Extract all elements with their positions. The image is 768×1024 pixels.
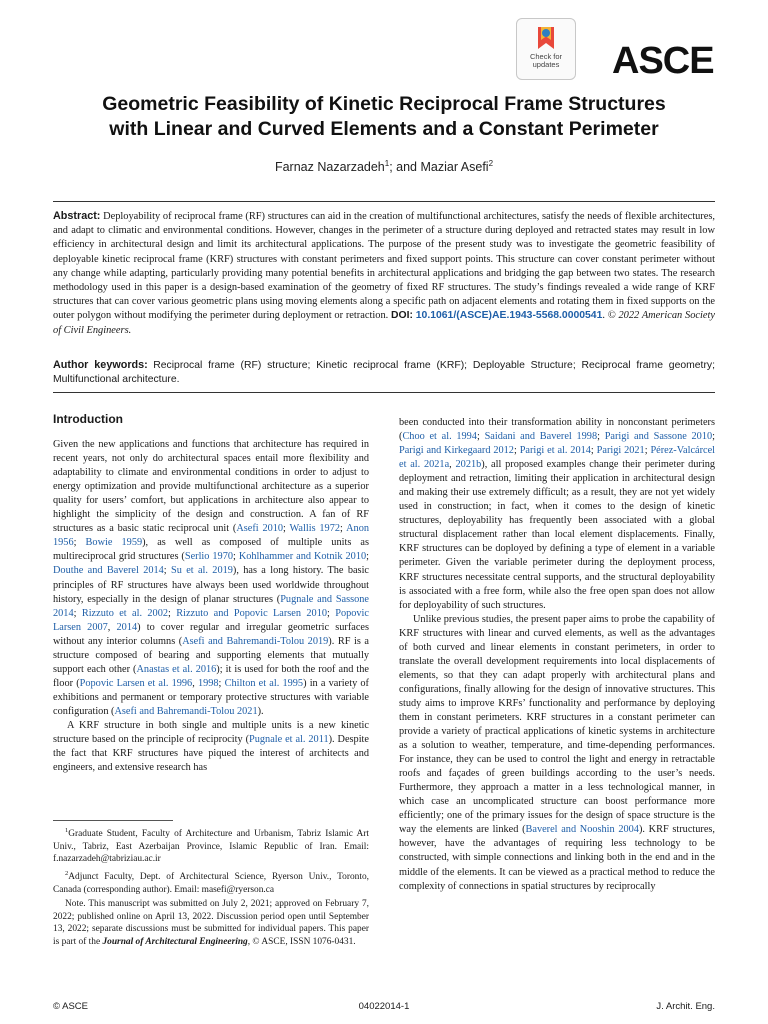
citation-link[interactable]: Chilton et al. 1995: [224, 677, 304, 689]
publisher-logo: [612, 40, 714, 83]
citation-link[interactable]: Pérez-Valcárcel et al. 2021a: [399, 445, 716, 471]
bookmark-ribbon-icon: [535, 25, 557, 51]
citation-link[interactable]: Popovic Larsen et al. 1996: [79, 677, 193, 689]
abstract: Abstract: Deployability of reciprocal frame (RF) structures can aid in the creation of multifunctional architectures, satisfy the needs of flexible architectures, and adapt to climatic and environmental conditions. However, changes in the perimeter of a structure during deployed and retracted states may result in low efficiency in architectural design and limit its architectural applications. The purpose of the present study was to investigate the geometric feasibility of deployable kinetic reciprocal frame (KRF) structures with constant perimeters and fixed support points. This structure can cover constant perimeter without any change while adapting, particularly providing many potential benefits in architectural applications and bridging the gap between two states. The research methodology used in this paper is a design-based examination of the geometry of fixed RF structures. The study’s findings revealed a wide range of KRF structures that can cover various geometric plans using moving elements along a specific path on adjacent elements and rotating them in fixed supports on the outer polygon without modifying the perimeter during deployment or retraction. DOI: 10.1061/(ASCE)AE.1943-5568.0000541. © 2022 American Society of Civil Engineers.: [53, 210, 715, 336]
footer-article-number: 04022014-1: [358, 1001, 410, 1012]
citation-link[interactable]: Rizzuto and Popovic Larsen 2010: [176, 607, 327, 619]
citation-link[interactable]: Parigi 2021: [596, 445, 645, 457]
section-heading-introduction: Introduction: [53, 412, 123, 426]
title-line-2: with Linear and Curved Elements and a Constant Perimeter: [109, 118, 659, 140]
citation-link[interactable]: Asefi 2010: [236, 523, 284, 535]
intro-paragraph-2: A KRF structure in both single and multiple units is a new kinetic structure based on the principle of reciprocity (Pugnale et al. 2011). Despite the fact that KRF structures have piqued the interest of architects and engineers, and extensive research has: [53, 719, 369, 774]
abstract-bottom-rule: [53, 392, 715, 393]
right-paragraph-1: been conducted into their transformation ability in nonconstant perimeters (Choo et al. 1994; Saidani and Baverel 1998; Parigi and Sassone 2010; Parigi and Kirkegaard 2012; Parigi et al. 2014; Parigi 2021; Pérez-Valcárcel et al. 2021a, 2021b), all proposed examples change their perimeter during deployment and retraction, limiting their application in architectural design and making their use extremely difficult; as a result, they are not yet widely used in construction; in fact, when it comes to the design of kinetic structures, deployability has frequently been associated with a global structural displacement rather than local element displacements. Finally, KRF structures can be doployed by defining a type of element in a variable perimeter. Given the variable perimeter during the deployment process, KRF structures necessitate central supports, and the structural deployability is associated with a free form, while also the free open span does not allow for deployability of such structures.: [399, 417, 716, 611]
citation-link[interactable]: 1998: [197, 677, 219, 689]
footnote-1: $^1$Graduate Student, Faculty of Architecture and Urbanism, Tabriz Islamic Art Univ., Tabriz, East Azerbaijan Province, Islamic Republic of Iran. Email: f.nazarzadeh@tabriziau.ac.ir: [53, 827, 369, 865]
citation-link[interactable]: Popovic Larsen 2007: [53, 607, 369, 633]
doi-label: DOI:: [391, 310, 413, 322]
citation-link[interactable]: 2014: [116, 621, 138, 633]
title-line-1: Geometric Feasibility of Kinetic Reciprocal Frame Structures: [102, 93, 666, 115]
citation-link[interactable]: Parigi et al. 2014: [519, 445, 591, 457]
footnote-rule: [53, 820, 173, 821]
footnote-2: $^2$Adjunct Faculty, Dept. of Architectural Science, Ryerson Univ., Toronto, Canada (corresponding author). Email: masefi@ryerson.ca: [53, 869, 369, 895]
author-2-affil: 2: [488, 159, 494, 168]
citation-link[interactable]: Parigi and Kirkegaard 2012: [399, 445, 514, 457]
publisher-name: ASCE: [612, 40, 714, 82]
footer-copyright: © ASCE: [53, 1001, 88, 1012]
citation-link[interactable]: 2021b: [455, 459, 482, 471]
page-footer: [53, 1001, 715, 1012]
citation-link[interactable]: Parigi and Sassone 2010: [604, 431, 713, 443]
right-column: [399, 416, 715, 894]
citation-link[interactable]: Baverel and Nooshin 2004: [525, 824, 639, 836]
author-1-affil: 1: [384, 159, 390, 168]
author-keywords: [53, 358, 715, 387]
intro-paragraph-1: Given the new applications and functions that architecture has required in recent years, not only do architectural spaces entail more flexibility and adaptability to climate and environmental conditions in order to adjust to energy optimization and provide multifunctional architecture as a superior quality for users’ comfort, but applications in architecture also appear to highlight the simplicity of the design and construction. A fan of RF structures as a basic static reciprocal unit (Asefi 2010; Wallis 1972; Anon 1956; Bowie 1959), as well as composed of multiple units as multireciprocal grid structures (Serlio 1970; Kohlhammer and Kotnik 2010; Douthe and Baverel 2014; Su et al. 2019), has a long history. The basic principles of RF structures have always been used worldwide throughout history, especially in the design of planar structures (Pugnale and Sassone 2014; Rizzuto et al. 2002; Rizzuto and Popovic Larsen 2010; Popovic Larsen 2007, 2014) to cover regular and irregular geometric surfaces without any interior columns (Asefi and Bahremandi-Tolou 2019). RF is a structure composed of bearing and supporting elements that mutually support each other (Anastas et al. 2016); it is used for both the roof and the floor (Popovic Larsen et al. 1996, 1998; Chilton et al. 1995) in a variety of exhibitions and permanent or temporary protective structures with variable configuration (Asefi and Bahremandi-Tolou 2021).: [53, 439, 370, 717]
citation-link[interactable]: Saidani and Baverel 1998: [484, 431, 598, 443]
citation-link[interactable]: Wallis 1972: [289, 523, 340, 535]
author-list: [40, 159, 728, 174]
badge-line2: updates: [532, 60, 560, 69]
journal-name: Journal of Architectural Engineering: [102, 937, 248, 947]
citation-link[interactable]: Serlio 1970: [184, 551, 233, 563]
article-title: [40, 92, 728, 142]
abstract-copyright: © 2022 American Society of Civil Engineers.: [53, 310, 715, 336]
citation-link[interactable]: Asefi and Bahremandi-Tolou 2019: [182, 635, 329, 647]
citation-link[interactable]: Douthe and Baverel 2014: [53, 565, 164, 577]
citation-link[interactable]: Kohlhammer and Kotnik 2010: [238, 551, 367, 563]
author-1: Farnaz Nazarzadeh: [274, 160, 385, 175]
footer-journal-abbrev: J. Archit. Eng.: [656, 1001, 715, 1012]
doi-link[interactable]: 10.1061/(ASCE)AE.1943-5568.0000541: [415, 310, 603, 322]
abstract-top-rule: [53, 201, 715, 202]
keywords-label: Author keywords:: [53, 359, 148, 371]
citation-link[interactable]: Anon 1956: [53, 523, 369, 549]
badge-line1: Check for: [529, 52, 563, 61]
citation-link[interactable]: Asefi and Bahremandi-Tolou 2021: [114, 705, 258, 717]
citation-link[interactable]: Anastas et al. 2016: [136, 663, 217, 675]
author-2: Maziar Asefi: [420, 160, 489, 175]
abstract-text: Deployability of reciprocal frame (RF) structures can aid in the creation of multifunctional architectures, satisfy the needs of flexible architectures, and adapt to climatic and environmental conditions. However, changes in the perimeter of a structure during deployed and retracted states may result in low efficiency in architectural design and limit its architectural applications. The purpose of the present study was to investigate the geometric feasibility of deployable kinetic reciprocal frame (KRF) structures with constant perimeters and fixed support points. This structure can cover constant perimeter without any change while adapting, particularly providing many potential benefits in architectural applications and bridging the gap between two states. The research methodology used in this paper is a design-based examination of the geometry of fixed RF structures. The study’s findings revealed a wide range of KRF structures that can cover various geometric plans using moving elements along a specific path on adjacent elements and rotating them in fixed supports on the outer polygon without modifying the perimeter during deployment or retraction.: [53, 211, 715, 322]
keywords-text: Reciprocal frame (RF) structure; Kinetic reciprocal frame (KRF); Deployable Structure; Reciprocal frame geometry; Multifunctional architecture.: [53, 360, 715, 385]
author-separator: ; and: [389, 160, 421, 175]
citation-link[interactable]: Pugnale and Sassone 2014: [53, 593, 369, 619]
right-paragraph-2: Unlike previous studies, the present paper aims to probe the capability of KRF structures with linear and curved elements, as well as the advantages of both curved and linear elements in constant perimeters, in order to translate the overall development requirements into local displacements of elements, so that they can adapt properly with architectural plans and configurations, finally allowing for the design of innovative structures. This study aims to improve KRFs’ functionality and performance by deploying them in constant perimeters. KRF structures in a constant perimeter can provide a variety of practical applications of kinetic systems in architecture as a solution to weather, temperature, and time-depending performances. For instance, they can be used to control the light and energy in retractable roofs and façades of green buildings according to the user’s needs. Furthermore, they approach a matter in a less technological manner, in which case an uncomplicated structure can boost performance more efficiently; one of the primary issues for the design of space structure is the way the elements are linked (Baverel and Nooshin 2004). KRF structures, however, have the advantages of requiring less technology to be constructed, with simple connections and linking both in the end and in the middle of the elements. It can be viewed as a practical method to reduce the complexity of connections in spatial structures by reciprocally: [399, 613, 715, 892]
left-column: [53, 412, 369, 775]
citation-link[interactable]: Rizzuto et al. 2002: [81, 607, 169, 619]
abstract-label: Abstract:: [53, 210, 101, 222]
manuscript-note: Note. This manuscript was submitted on July 2, 2021; approved on February 7, 2022; published online on April 13, 2022. Discussion period open until September 13, 2022; separate discussions must be submitted for individual papers. This paper is part of the Journal of Architectural Engineering, © ASCE, ISSN 1076-0431.: [53, 899, 369, 947]
citation-link[interactable]: Pugnale et al. 2011: [249, 734, 329, 746]
citation-link[interactable]: Su et al. 2019: [171, 565, 233, 577]
check-for-updates-badge[interactable]: [516, 18, 576, 80]
citation-link[interactable]: Bowie 1959: [85, 537, 143, 549]
footnotes: [53, 820, 369, 951]
citation-link[interactable]: Choo et al. 1994: [402, 431, 477, 443]
